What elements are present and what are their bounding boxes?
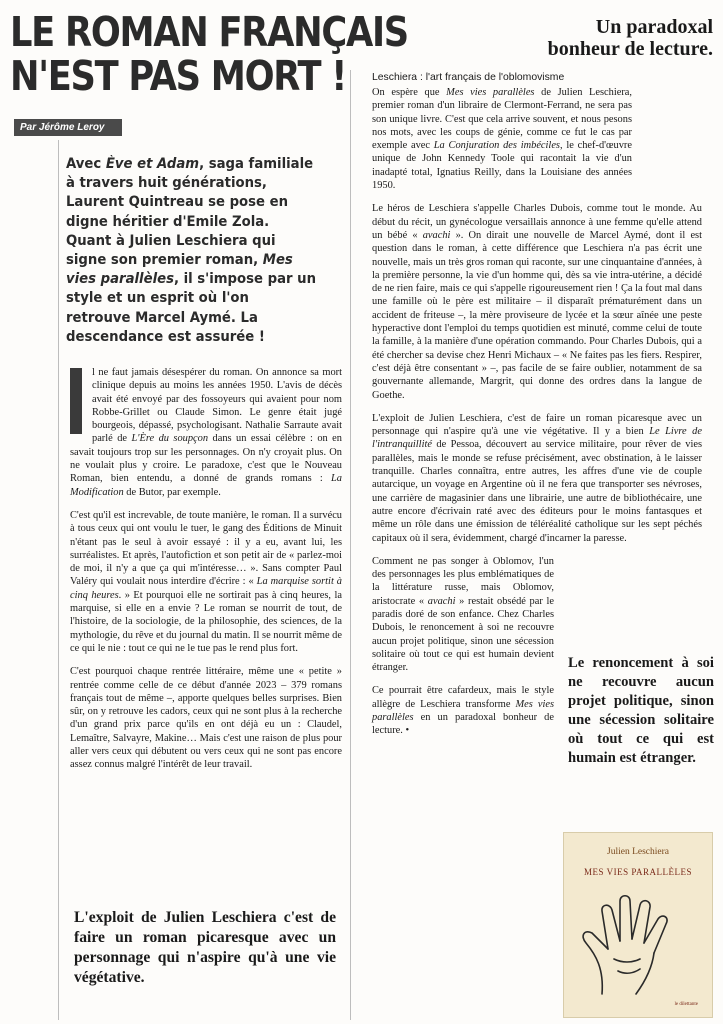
byline: Par Jérôme Leroy — [14, 119, 122, 136]
headline-line-1: LE ROMAN FRANÇAIS — [10, 8, 408, 56]
right-column — [372, 86, 712, 748]
left-p2-text-b: . » Et pourquoi elle ne sortirait pas à cinq heures, la marquise, si elle en a envie ? Le roman se nourrit de tout, de l'histoire, de la sociologie, de la philosophie, des sciences, de la mythologie, du rêve et du journal du matin. Il se nourrit même de ce qui le nie : tout ce qui ne le tue pas le rend plus fort. — [70, 589, 342, 654]
right-p3-book: Le Livre de l'intranquillité — [372, 426, 702, 451]
right-paragraph-5 — [372, 684, 554, 737]
bottom-pull-quote: L'exploit de Julien Leschiera c'est de faire un roman picaresque avec un personnage qui n'aspire qu'à une vie végétative. — [74, 909, 336, 986]
left-p1-text-a: l ne faut jamais désespérer du roman. On annonce sa mort clinique depuis au moins les années 1950. L'avis de décès avait été envoyé par des fossoyeurs qui avaient pour nom Robbe-Grillet ou Claude Simon. Le genre était jugé bourgeois, dépassé, psychologisant. Nathalie Sarraute avait parlé de — [92, 367, 342, 445]
left-p2-text-a: C'est qu'il est increvable, de toute manière, le roman. Il a survécu à tous ceux qui ont voulu le tuer, le gang des Éditions de Minuit n'étant pas le seul à avoir essayé : il y a eu, avant lui, les surréalistes. Et après, l'autofiction et son petit air de « parlez-moi de moi, il n'y a que ça qui m'intéresse… ». Sans compter Paul Valéry qui voulait nous interdire d'écrire : « — [70, 509, 342, 588]
right-p2-text-b: ». On dirait une nouvelle de Marcel Aymé, dont il est question dans le roman, à cette différence que Leschiera n'a pas écrit une nouvelle, mais un très gros roman qui raconte, sur une cinquantaine d'années, à la première personne, la vie d'un homme qui, dès sa vie intra-utérine, a décidé de ne rien faire, mais ce qui s'appelle rigoureusement rien ! Ça la fout mal dans une famille où le père est militaire – il disparaît prématurément dans un accident de friteuse –, la mère proviseure de lycée et la sœur aînée une peste hyperactive dont l'emploi du temps quotidien est minuté, comme celui de toute la famille, à la manière d'une opération commando. Pour Charles Dubois, qui a été chercher sa devise chez Henri Michaux – « Ne faites pas les fiers. Respirer, c'est déjà être consentant » –, pas facile de se faire oublier, notamment de sa gouvernante allemande, Margrit, qui donne des ordres dans la langue de Goethe. — [372, 229, 702, 401]
right-p4-text-b: » restait obsédé par le paradis doré de son enfance. Chez Charles Dubois, le renoncement à soi ne recouvre aucun projet politique, sinon une sécession solitaire où tout ce qui est humain devient étranger. — [372, 595, 554, 674]
left-paragraph-3: C'est pourquoi chaque rentrée littéraire, même une « petite » rentrée comme celle de ce début d'année 2023 – 379 romans français tout de même –, apporte quelques belles surprises. Bien sûr, on y retrouve les cadors, ceux qui ne sont plus à la recherche d'un grand prix parce qu'ils en ont déjà eu un : Claudel, Lemaître, Salvayre, Makine… Mais c'est une raison de plus pour aller vers ceux qui débutent ou vers ceux qui ne sont pas encore assez connus malgré l'intérêt de leur travail. — [70, 666, 342, 771]
left-p2-quote: La marquise sortit à cinq heures — [70, 576, 342, 601]
left-column — [70, 366, 342, 782]
right-p4-text-a: Comment ne pas songer à Oblomov, l'un des personnages les plus emblématiques de la littérature russe, mais Oblomov, aristocrate « — [372, 555, 554, 607]
right-p1-book: Mes vies parallèles — [446, 87, 535, 98]
headline-line-2: N'EST PAS MORT ! — [10, 52, 347, 100]
left-p1-text-b: dans un essai célèbre : on en savait toujours trop sur les personnages. On n'y croyait plus. On ne voulait plus y croire. Le paradoxe, c'est que le Nouveau Roman, bien entendu, a donné de grands romans : — [70, 433, 342, 485]
section-heading: Leschiera : l'art français de l'oblomovisme — [372, 72, 565, 83]
column-divider-right — [350, 70, 351, 1020]
right-p2-text-a: Le héros de Leschiera s'appelle Charles Dubois, comme tout le monde. Au début du récit, un gynécologue versaillais annonce à une femme qu'elle attend un bébé « — [372, 203, 702, 241]
right-paragraph-4 — [372, 555, 554, 675]
headline — [10, 8, 408, 100]
right-p2-em: avachi — [422, 229, 451, 241]
book-cover — [563, 832, 713, 1018]
book-publisher: le dilettante — [674, 1002, 698, 1007]
right-p4-em: avachi — [427, 595, 456, 607]
right-p1-text-b: de Julien Leschiera, premier roman d'un libraire de Clermont-Ferrand, ne sera pas son unique livre. C'est que cela arrive souvent, et nous pesons nos mots, avec les coups de génie, comme ce fut le cas par exemple avec — [372, 87, 633, 152]
right-p3-text-b: de Pessoa, découvert au service militaire, pour rêver de vies parallèles, mais le monde se refuse précisément, avec obstination, à le laisser tranquille. Charles connaîtra, entre autres, les affres d'une vie de couple autarcique, un voyage en Argentine où il ne fera que transporter ses névroses, une carrière de magasinier dans une librairie, une autre de bibliothécaire, une autre encore d'écrivain raté avec des éditeurs pour le moins fantasques et même un rôle dans une émission de téléréalité catholique sur les sept péchés capitaux où il sera, évidemment, chargé d'incarner la paresse. — [372, 439, 702, 544]
right-p5-book: Mes vies parallèles — [372, 698, 554, 724]
lead-book-2: Mes vies parallèles — [66, 252, 293, 288]
book-title: MES VIES PARALLÈLES — [583, 867, 693, 877]
right-p5-text-b: en un paradoxal bonheur de lecture. • — [372, 712, 554, 737]
right-paragraph-1 — [372, 86, 632, 192]
side-pull-quote: Le renoncement à soi ne recouvre aucun projet politique, sinon une sécession solitaire où tout ce qui est humain est étranger. — [568, 655, 714, 766]
right-paragraph-3 — [372, 412, 702, 545]
top-quote-line-1: Un paradoxal — [595, 16, 713, 38]
column-divider-left — [58, 140, 59, 1020]
lead-text-3: , il s'impose par un style et un esprit où l'on retrouve Marcel Aymé. La descendance est assurée ! — [66, 271, 317, 345]
right-p5-text-a: Ce pourrait être cafardeux, mais le style allègre de Leschiera transforme — [372, 685, 554, 710]
right-paragraph-2 — [372, 202, 702, 401]
drop-cap — [70, 368, 82, 434]
left-p1-text-c: de Butor, par exemple. — [123, 486, 221, 498]
right-p1-text-c: , le chef-d'œuvre unique de John Kennedy Toole qui racontait la vie d'un inadapté total, Ignatius Reilly, dans la Louisiane des années 1950. — [372, 140, 633, 192]
book-author: Julien Leschiera — [607, 847, 669, 857]
hand-illustration-icon — [574, 889, 704, 999]
left-p1-book: L'Ère du soupçon — [131, 433, 209, 445]
left-paragraph-2 — [70, 509, 342, 655]
top-quote-line-2: bonheur de lecture. — [547, 38, 713, 60]
lead-book-1: Ève et Adam — [105, 156, 200, 172]
right-p1-text-a: On espère que — [372, 87, 447, 98]
top-pull-quote — [455, 16, 713, 60]
lead-paragraph — [66, 155, 316, 347]
left-p1-book-2: La Modification — [70, 473, 342, 498]
left-paragraph-1 — [70, 366, 342, 499]
lead-text-1: Avec — [66, 156, 106, 172]
lead-text-2: , saga familiale à travers huit générations, Laurent Quintreau se pose en digne héritier d'Emile Zola. Quant à Julien Leschiera qui signe son premier roman, — [66, 156, 314, 269]
right-p1-book-2: La Conjuration des imbéciles — [433, 140, 560, 152]
right-p3-text-a: L'exploit de Julien Leschiera, c'est de faire un roman picaresque avec un personnage qui n'aspire qu'à une vie végétative. Il y a bien — [372, 412, 702, 438]
